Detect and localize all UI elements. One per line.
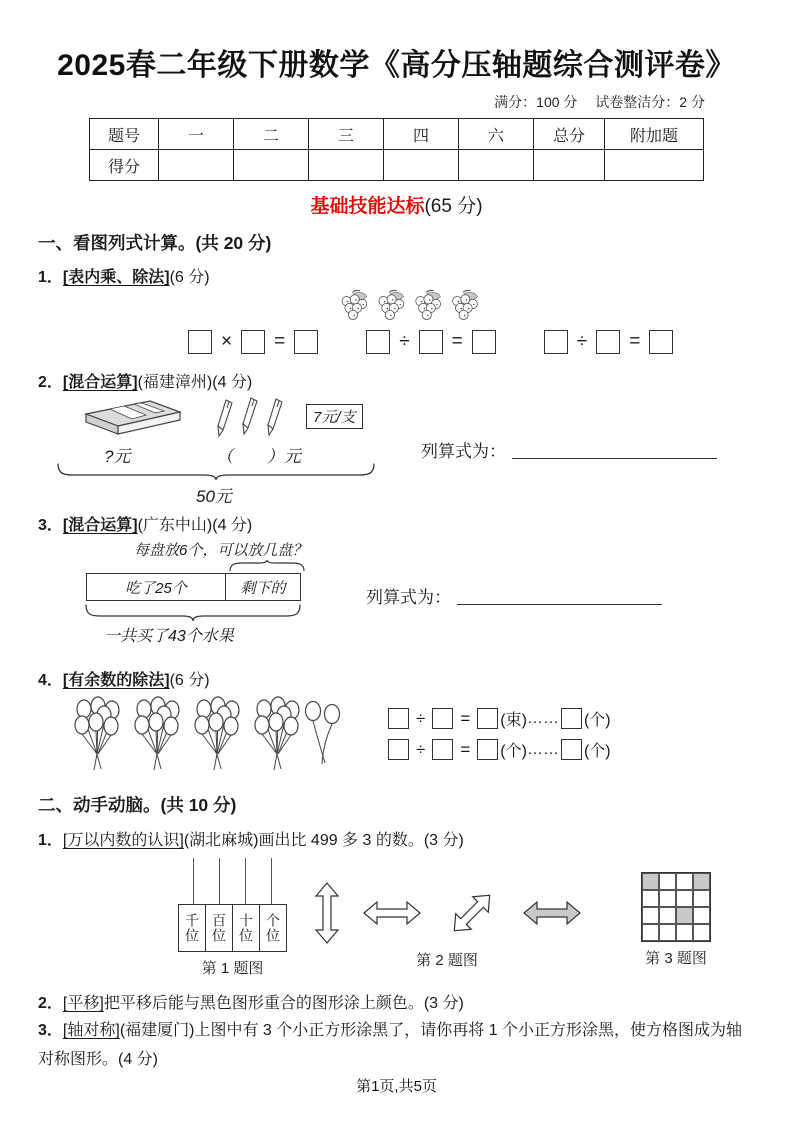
- equation: [542, 330, 676, 354]
- page-title: 2025春二年级下册数学《高分压轴题综合测评卷》: [57, 49, 736, 82]
- score-empty-cell: [384, 150, 459, 181]
- q1-equations: [186, 330, 755, 354]
- pens-price-label: （ ）元: [216, 447, 301, 467]
- answer-box: [188, 330, 212, 354]
- equation-token: =: [460, 739, 471, 759]
- knowledge-tag: [混合运算]: [62, 374, 138, 392]
- grid-cell: [693, 924, 710, 941]
- grid-cell: [659, 924, 676, 941]
- gray-double-arrow-icon: [523, 899, 581, 927]
- grid-cell: [659, 907, 676, 924]
- vertical-double-arrow-icon: [313, 882, 341, 944]
- score-info: 满分：100 分 试卷整洁分：2 分: [494, 94, 705, 110]
- score-header-cell: 三: [309, 119, 384, 150]
- knowledge-tag: [混合运算]: [62, 517, 138, 535]
- answer-box: [294, 330, 318, 354]
- answer-box: [477, 708, 498, 729]
- score-empty-cell: [605, 150, 704, 181]
- score-row-label: 得分: [90, 150, 159, 181]
- equation-token: (个): [583, 743, 611, 761]
- knowledge-tag: [有余数的除法]: [62, 672, 170, 690]
- overbrace: [228, 559, 306, 571]
- question-text: 把平移后能与黑色图形重合的图形涂上颜色。(3 分): [103, 995, 464, 1013]
- figure-1-group: [178, 858, 287, 978]
- question-number: 1．: [38, 269, 63, 286]
- equation: [386, 738, 611, 761]
- equation: [386, 707, 611, 730]
- total-price-label: 50元: [196, 487, 232, 507]
- section2-heading: 二、动手动脑。(共 10 分): [38, 795, 237, 816]
- banner-title: 基础技能达标: [310, 196, 425, 217]
- equation-token: ÷: [416, 739, 426, 759]
- score-empty-cell: [459, 150, 534, 181]
- grid-cell-shaded: [693, 873, 710, 890]
- place-value-label: 百位: [206, 905, 233, 951]
- answer-box: [477, 739, 498, 760]
- figure-3-group: [641, 858, 711, 968]
- grid-cell: [659, 890, 676, 907]
- grid-cell: [676, 924, 693, 941]
- question-score: (6 分): [169, 672, 210, 690]
- question-number: 3．: [38, 517, 63, 535]
- answer-box: [388, 708, 409, 729]
- grid-cell: [659, 873, 676, 890]
- figure-2-caption: 第 2 题图: [416, 952, 478, 970]
- score-header-cell: 二: [234, 119, 309, 150]
- place-value-label: 十位: [233, 905, 260, 951]
- grid-cell: [642, 924, 659, 941]
- question-number: 2．: [38, 995, 63, 1013]
- underbrace: [84, 603, 302, 621]
- bar-question-text: 每盘放6个，可以放几盘？: [134, 542, 308, 560]
- bar-model: [86, 573, 301, 601]
- question-source: (广东中山): [137, 517, 213, 535]
- score-table: [89, 118, 704, 181]
- equation-token: =: [629, 331, 641, 353]
- answer-box: [472, 330, 496, 354]
- figure-2-group: [299, 858, 595, 970]
- page-number: 第1页,共5页: [356, 1078, 437, 1095]
- score-empty-cell: [159, 150, 234, 181]
- question-1-1: [38, 264, 755, 287]
- score-header-cell: 一: [159, 119, 234, 150]
- diagonal-double-arrow-icon: [443, 884, 501, 942]
- price-tag: 7元/支: [306, 404, 363, 429]
- arrow-icons: [313, 882, 581, 944]
- score-empty-cell: [234, 150, 309, 181]
- section-banner: [38, 191, 755, 218]
- grid-cell: [693, 907, 710, 924]
- question-number: 2．: [38, 374, 63, 392]
- equation-token: ……: [526, 709, 559, 727]
- score-table-header-row: [90, 119, 704, 150]
- figure-3-caption: 第 3 题图: [645, 950, 707, 968]
- answer-box: [241, 330, 265, 354]
- score-header-cell: 四: [384, 119, 459, 150]
- q2-figure-row: [38, 396, 755, 507]
- question-number: 1．: [38, 832, 63, 850]
- place-value-label: 千位: [179, 905, 206, 951]
- equation-token: (个): [583, 712, 611, 730]
- pencil-case-price-label: ?元: [104, 447, 131, 467]
- place-value-label: 个位: [265, 913, 281, 944]
- equation-token: ×: [221, 331, 233, 353]
- score-empty-cell: [309, 150, 384, 181]
- grid-cell-shaded: [676, 907, 693, 924]
- balloons-illustration: [70, 694, 342, 774]
- knowledge-tag: [表内乘、除法]: [62, 269, 170, 286]
- pencil-case-icon: [76, 398, 188, 440]
- q4-row: [38, 694, 755, 774]
- answer-blank: [512, 440, 717, 460]
- question-score: (4 分): [212, 374, 253, 392]
- question-1-3: [38, 512, 755, 535]
- grid-cell: [676, 890, 693, 907]
- grid-cell: [642, 907, 659, 924]
- answer-box: [561, 739, 582, 760]
- equation-token: =: [274, 331, 286, 353]
- counting-frame: [178, 904, 287, 952]
- grid-cell: [642, 890, 659, 907]
- question-score: (4 分): [212, 517, 253, 535]
- section2-figures: [178, 858, 755, 978]
- question-number: 3．: [38, 1022, 63, 1040]
- question-2-3: [38, 1017, 755, 1075]
- question-1-4: [38, 667, 755, 690]
- q3-answer-area: [366, 583, 662, 608]
- bar-diagram: [76, 539, 338, 651]
- bar-segment-eaten: 吃了25个: [86, 573, 226, 601]
- answer-box: [432, 739, 453, 760]
- score-header-cell: 题号: [90, 119, 159, 150]
- question-score: (6 分): [169, 269, 210, 286]
- question-text: (湖北麻城)画出比 499 多 3 的数。(3 分): [183, 832, 464, 850]
- equation-token: ÷: [399, 331, 410, 353]
- knowledge-tag: [轴对称]: [62, 1022, 120, 1040]
- q4-equations: [386, 707, 611, 761]
- answer-blank: [457, 586, 662, 606]
- underbrace: [56, 462, 376, 480]
- equation-token: ……: [526, 740, 559, 758]
- grapes-illustration: [290, 289, 530, 322]
- score-empty-cell: [534, 150, 605, 181]
- pens-icon: [216, 396, 296, 440]
- grid-cell: [676, 873, 693, 890]
- q2-answer-area: [421, 437, 717, 462]
- answer-box: [366, 330, 390, 354]
- q3-figure-row: [38, 539, 755, 651]
- score-header-cell: 附加题: [605, 119, 704, 150]
- question-2-1: [38, 827, 755, 850]
- answer-box: [561, 708, 582, 729]
- grid-cell-shaded: [642, 873, 659, 890]
- horizontal-double-arrow-icon: [363, 899, 421, 927]
- equation-token: =: [460, 708, 471, 728]
- answer-box: [596, 330, 620, 354]
- bar-total-label: 一共买了43个水果: [104, 628, 234, 646]
- knowledge-tag: [平移]: [62, 995, 104, 1013]
- figure-1-caption: 第 1 题图: [201, 960, 264, 978]
- question-number: 4．: [38, 672, 63, 690]
- answer-box: [649, 330, 673, 354]
- grid-cell: [693, 890, 710, 907]
- price-diagram: [48, 396, 393, 507]
- equation: [186, 330, 320, 354]
- question-2-2: [38, 990, 755, 1013]
- answer-label: 列算式为：: [366, 587, 451, 607]
- question-source: (福建漳州): [137, 374, 213, 392]
- counting-frame-rods: [181, 858, 285, 904]
- score-table-value-row: [90, 150, 704, 181]
- knowledge-tag: [万以内数的认识]: [62, 832, 184, 850]
- equation-token: (束): [500, 712, 527, 730]
- question-text: (福建厦门)上图中有 3 个小正方形涂黑了，请你再将 1 个小正方形涂黑，使方格图成为轴对称图形。(4 分): [38, 1022, 743, 1069]
- score-header-cell: 六: [459, 119, 534, 150]
- bar-segment-left: 剩下的: [226, 573, 301, 601]
- equation-token: ÷: [576, 331, 588, 353]
- question-1-2: [38, 369, 755, 392]
- grid-figure: [641, 872, 711, 942]
- section1-heading: 一、看图列式计算。(共 20 分): [38, 233, 272, 253]
- answer-label: 列算式为：: [421, 441, 506, 461]
- answer-box: [432, 708, 453, 729]
- equation-token: =: [451, 331, 463, 353]
- equation-token: (个): [500, 743, 527, 761]
- banner-score: (65 分): [424, 196, 483, 217]
- equation: [364, 330, 498, 354]
- score-header-cell: 总分: [534, 119, 605, 150]
- answer-box: [388, 739, 409, 760]
- answer-box: [544, 330, 568, 354]
- answer-box: [419, 330, 443, 354]
- equation-token: ÷: [416, 708, 426, 728]
